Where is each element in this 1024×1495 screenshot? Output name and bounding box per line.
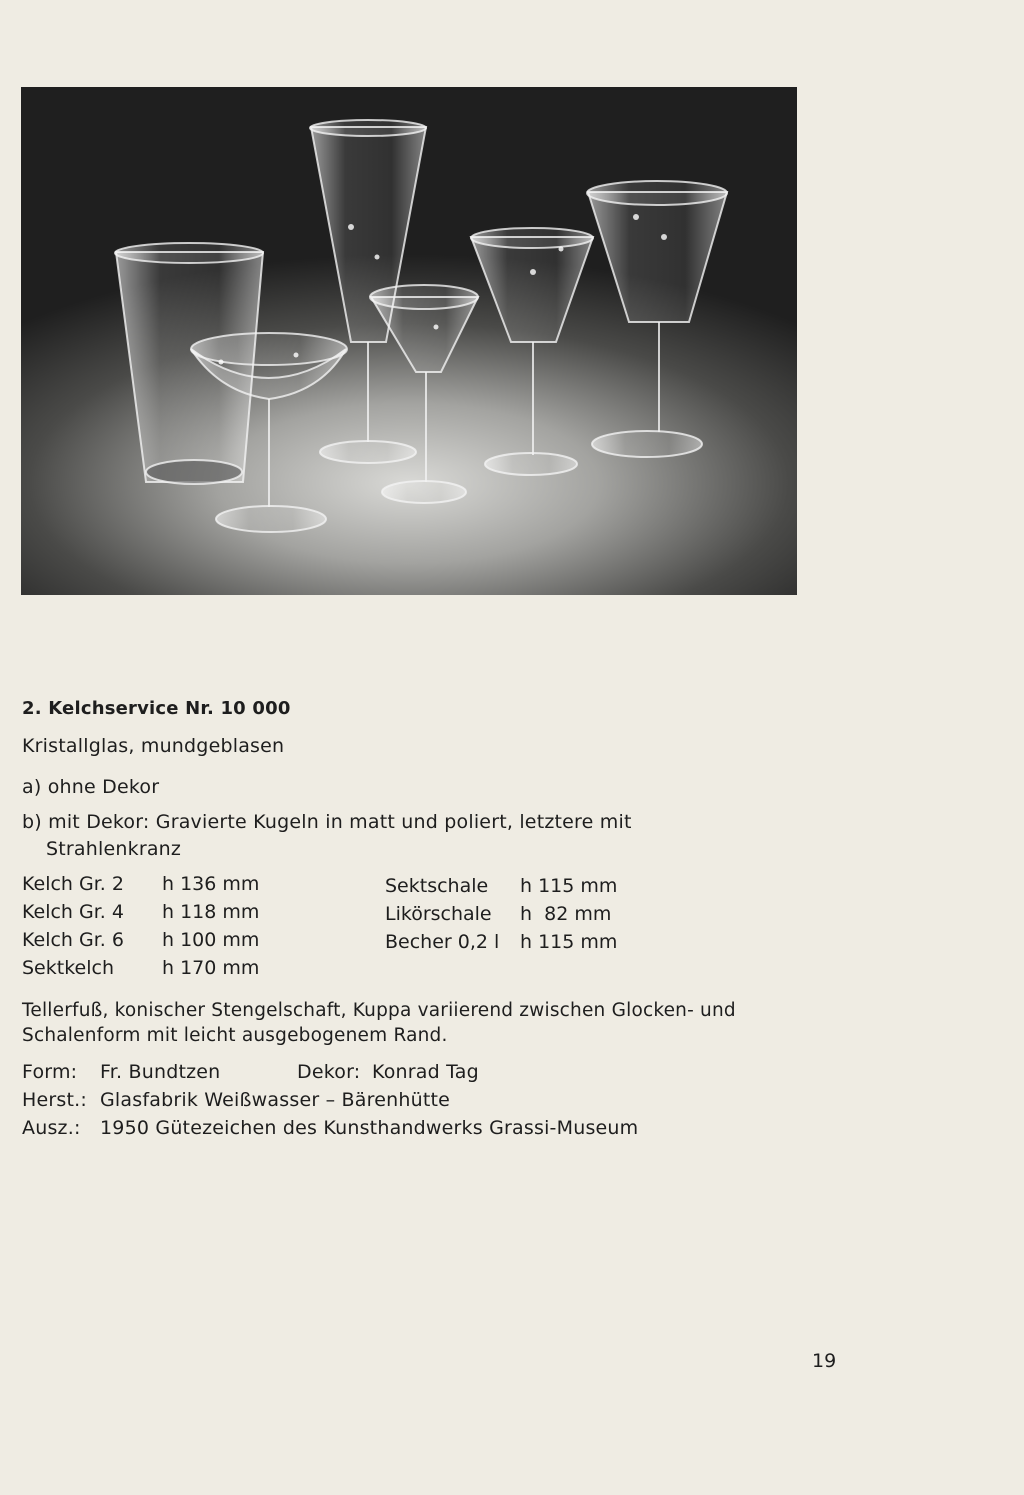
wine-glass-large (588, 192, 727, 322)
variant-a: a) ohne Dekor (22, 776, 160, 798)
spec-height: h 118 mm (162, 901, 260, 923)
spec-height: h 100 mm (162, 929, 260, 951)
page-number: 19 (812, 1350, 837, 1372)
spec-height: h 136 mm (162, 873, 260, 895)
credit-ausz (22, 1117, 639, 1139)
dekor-value: Konrad Tag (372, 1061, 479, 1083)
glassware-photo (21, 87, 797, 595)
spec-height: h 115 mm (520, 875, 618, 897)
spec-name: Likörschale (385, 903, 492, 925)
spec-name: Kelch Gr. 6 (22, 929, 124, 951)
spec-name: Kelch Gr. 4 (22, 901, 124, 923)
form-label: Form: (22, 1061, 78, 1083)
spec-name: Sektschale (385, 875, 489, 897)
ausz-label: Ausz.: (22, 1117, 81, 1139)
credit-form (22, 1061, 479, 1083)
spec-name: Sektkelch (22, 957, 114, 979)
glassware-illustration (21, 87, 797, 595)
spec-height: h 115 mm (520, 931, 618, 953)
description-line1: Tellerfuß, konischer Stengelschaft, Kuppa variierend zwischen Glocken- und (22, 1000, 736, 1021)
variant-b-line1: b) mit Dekor: Gravierte Kugeln in matt und poliert, letztere mit (22, 811, 632, 833)
dekor-label: Dekor: (297, 1061, 361, 1083)
ausz-value: 1950 Gütezeichen des Kunsthandwerks Grassi-Museum (100, 1117, 639, 1139)
spec-name: Kelch Gr. 2 (22, 873, 124, 895)
spec-height: h 170 mm (162, 957, 260, 979)
description-line2: Schalenform mit leicht ausgebogenem Rand. (22, 1025, 448, 1046)
material-text: Kristallglas, mundgeblasen (22, 735, 285, 757)
spec-height: h 82 mm (520, 903, 612, 925)
form-value: Fr. Bundtzen (100, 1061, 221, 1083)
wine-glass-small (471, 237, 593, 342)
variant-b-line2: Strahlenkranz (46, 838, 182, 860)
herst-label: Herst.: (22, 1089, 87, 1111)
spec-name: Becher 0,2 l (385, 931, 500, 953)
section-title: 2. Kelchservice Nr. 10 000 (22, 698, 291, 719)
herst-value: Glasfabrik Weißwasser – Bärenhütte (100, 1089, 451, 1111)
tumbler-glass (116, 252, 263, 482)
credit-herst (22, 1089, 451, 1111)
